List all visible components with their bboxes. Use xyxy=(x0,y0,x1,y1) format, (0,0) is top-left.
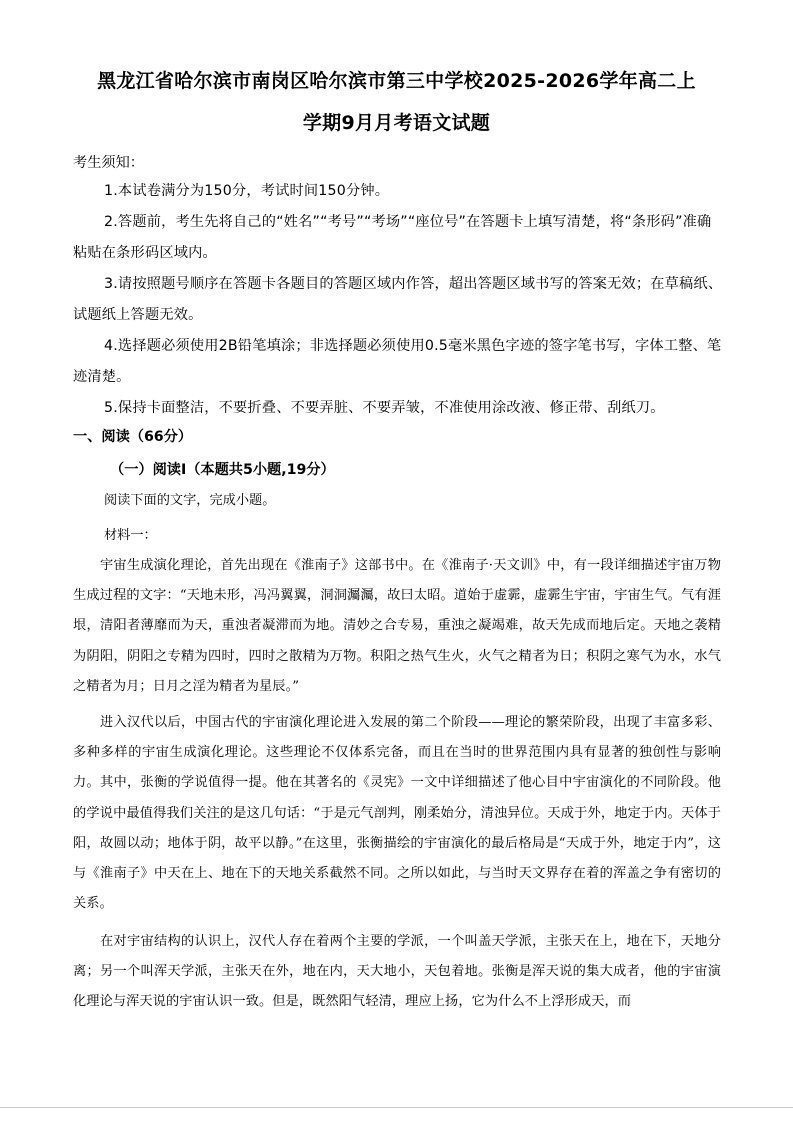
material-label: 材料一： xyxy=(104,528,157,543)
notice-item: 2.答题前，考生先将自己的“姓名”“考号”“考场”“座位号”在答题卡上填写清楚，将“条形码”准确粘贴在条形码区域内。 xyxy=(73,214,712,261)
notice-item: 4.选择题必须使用2B铅笔填涂；非选择题必须使用0.5毫米黑色字迹的签字笔书写，字体工整、笔迹清楚。 xyxy=(73,338,722,385)
section-heading: 一、阅读（66分） xyxy=(73,429,193,445)
reading-instruction: 阅读下面的文字，完成小题。 xyxy=(104,493,276,508)
body-paragraph: 在对宇宙结构的认识上，汉代人存在着两个主要的学派，一个叫盖天学派，主张天在上，地在下，天地分离；另一个叫浑天学派，主张天在外，地在内，天大地小，天包着地。张衡是浑天说的集大成者，他的宇宙演化理论与浑天说的宇宙认识一致。但是，既然阳气轻清，理应上扬，它为什么不上浮形成天，而 xyxy=(73,934,721,1010)
notice-heading: 考生须知： xyxy=(73,155,144,171)
subsection-heading: （一）阅读Ⅰ（本题共5小题,19分） xyxy=(110,462,335,478)
page-title-line-2: 学期9月月考语文试题 xyxy=(302,112,491,134)
body-paragraph: 宇宙生成演化理论，首先出现在《淮南子》这部书中。在《淮南子·天文训》中，有一段详细描述宇宙万物生成过程的文字：“天地未形，冯冯翼翼，洞洞灟灟，故曰太昭。道始于虚霩，虚霩生宇宙，宇宙生气。气有涯垠，清阳者薄靡而为天，重浊者凝滞而为地。清妙之合专易，重浊之凝竭难，故天先成而地后定。天地之袭精为阴阳，阴阳之专精为四时，四时之散精为万物。积阳之热气生火，火气之精者为日；积阴之寒气为水，水气之精者为月；日月之淫为精者为星辰。” xyxy=(73,558,721,694)
notice-item: 1.本试卷满分为150分，考试时间150分钟。 xyxy=(104,183,390,199)
body-paragraph: 进入汉代以后，中国古代的宇宙演化理论进入发展的第二个阶段——理论的繁荣阶段，出现了丰富多彩、多种多样的宇宙生成演化理论。这些理论不仅体系完备，而且在当时的世界范围内具有显著的独创性与影响力。其中，张衡的学说值得一提。他在其著名的《灵宪》一文中详细描述了他心目中宇宙演化的不同阶段。他的学说中最值得我们关注的是这几句话：“于是元气剖判，刚柔始分，清浊异位。天成于外，地定于内。天体于阳，故圆以动；地体于阴，故平以静。”在这里，张衡描绘的宇宙演化的最后格局是“天成于外，地定于内”，这与《淮南子》中天在上、地在下的天地关系截然不同。之所以如此，与当时天文界存在着的浑盖之争有密切的关系。 xyxy=(73,715,721,912)
notice-item: 3.请按照题号顺序在答题卡各题目的答题区域内作答，超出答题区域书写的答案无效；在草稿纸、试题纸上答题无效。 xyxy=(73,276,723,323)
page-title-line-1: 黑龙江省哈尔滨市南岗区哈尔滨市第三中学校2025-2026学年高二上 xyxy=(97,70,696,92)
notice-item: 5.保持卡面整洁，不要折叠、不要弄脏、不要弄皱，不准使用涂改液、修正带、刮纸刀。 xyxy=(104,400,665,416)
page-bottom-divider xyxy=(0,1107,793,1108)
